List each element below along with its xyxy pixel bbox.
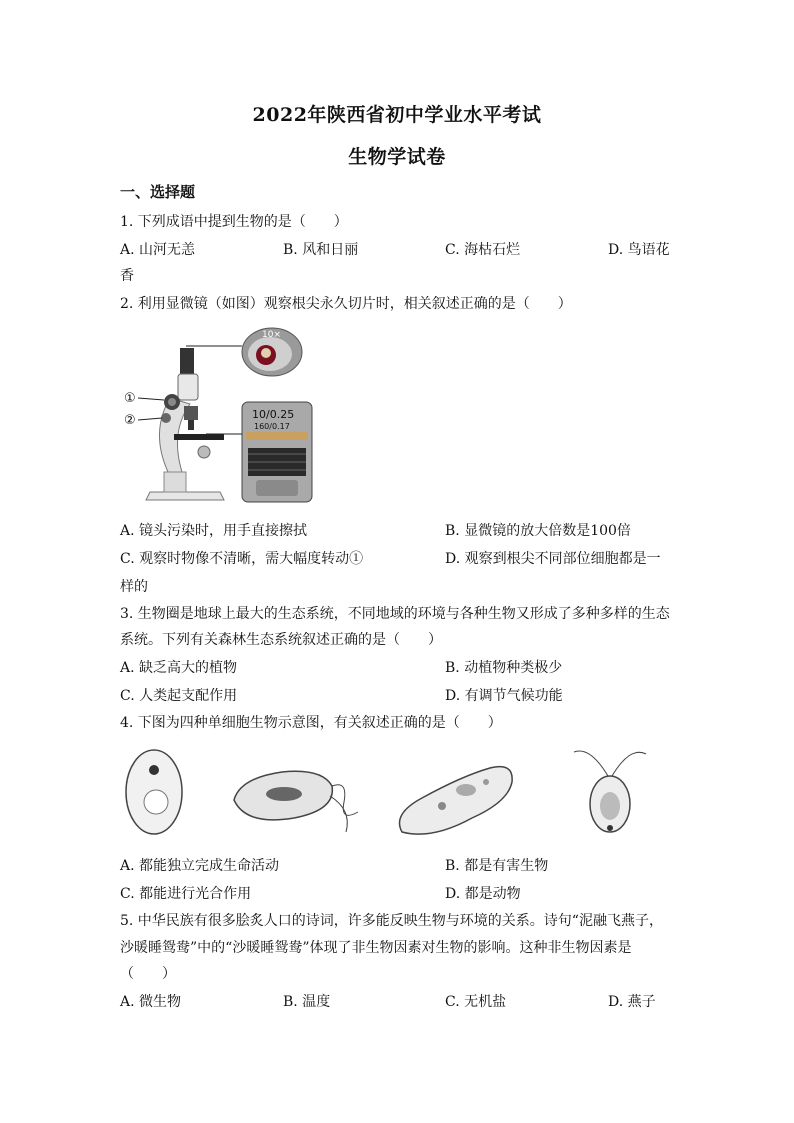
eyepiece-magnification-label: 10× xyxy=(262,330,281,340)
q3-option-d: D. 有调节气候功能 xyxy=(445,688,563,704)
q2-option-b: B. 显微镜的放大倍数是100倍 xyxy=(445,523,631,539)
q1-option-c: C. 海枯石烂 xyxy=(445,242,521,258)
q1-option-d: D. 鸟语花 xyxy=(608,242,670,258)
marker-2: ② xyxy=(124,413,136,428)
q5-option-a: A. 微生物 xyxy=(120,994,182,1010)
marker-1: ① xyxy=(124,391,136,406)
q5-option-d: D. 燕子 xyxy=(608,994,656,1010)
exam-title: 2022年陕西省初中学业水平考试 xyxy=(252,104,542,126)
q4-option-a: A. 都能独立完成生命活动 xyxy=(120,858,280,874)
single-cell-organisms-figure xyxy=(122,740,674,848)
q2-option-d: D. 观察到根尖不同部位细胞都是一 xyxy=(445,551,661,567)
q3-option-a: A. 缺乏高大的植物 xyxy=(120,660,238,676)
exam-subtitle: 生物学试卷 xyxy=(348,146,446,168)
q3-option-c: C. 人类起支配作用 xyxy=(120,688,238,704)
q1-option-a: A. 山河无恙 xyxy=(120,242,196,258)
paramecium-illustration xyxy=(400,767,513,835)
q2-option-d-wrap: 样的 xyxy=(120,579,148,595)
question-2-stem: 2. 利用显微镜（如图）观察根尖永久切片时，相关叙述正确的是（ ） xyxy=(120,296,572,312)
q5-option-c: C. 无机盐 xyxy=(445,994,507,1010)
question-3-stem-line-1: 3. 生物圈是地球上最大的生态系统，不同地域的环境与各种生物又形成了多种多样的生态 xyxy=(120,606,670,622)
q4-option-c: C. 都能进行光合作用 xyxy=(120,886,252,902)
yeast-illustration xyxy=(126,750,182,834)
q2-option-a: A. 镜头污染时，用手直接擦拭 xyxy=(120,523,308,539)
q3-option-b: B. 动植物种类极少 xyxy=(445,660,563,676)
question-4-stem: 4. 下图为四种单细胞生物示意图，有关叙述正确的是（ ） xyxy=(120,715,502,731)
objective-label-2: 160/0.17 xyxy=(254,422,290,431)
microscope-figure xyxy=(120,322,320,506)
question-5-stem-line-3: （ ） xyxy=(120,966,176,982)
chlamydomonas-illustration xyxy=(574,751,646,832)
question-1-stem: 1. 下列成语中提到生物的是（ ） xyxy=(120,214,348,230)
q1-option-b: B. 风和日丽 xyxy=(283,242,359,258)
eyepiece-inset xyxy=(242,328,302,376)
question-5-stem-line-1: 5. 中华民族有很多脍炙人口的诗词，许多能反映生物与环境的关系。诗句“泥融飞燕子， xyxy=(120,913,663,929)
objective-label-1: 10/0.25 xyxy=(252,408,295,421)
section-heading: 一、选择题 xyxy=(120,183,196,201)
q4-option-b: B. 都是有害生物 xyxy=(445,858,549,874)
q5-option-b: B. 温度 xyxy=(283,994,331,1010)
question-5-stem-line-2: 沙暖睡鸳鸯”中的“沙暖睡鸳鸯”体现了非生物因素对生物的影响。这种非生物因素是 xyxy=(120,940,632,956)
microscope-body xyxy=(146,348,224,500)
q1-option-d-wrap: 香 xyxy=(120,268,134,284)
q4-option-d: D. 都是动物 xyxy=(445,886,521,902)
question-3-stem-line-2: 系统。下列有关森林生态系统叙述正确的是（ ） xyxy=(120,632,442,648)
bacterium-illustration xyxy=(234,771,358,832)
q2-option-c: C. 观察时物像不清晰，需大幅度转动① xyxy=(120,551,364,567)
objective-inset xyxy=(242,402,312,502)
